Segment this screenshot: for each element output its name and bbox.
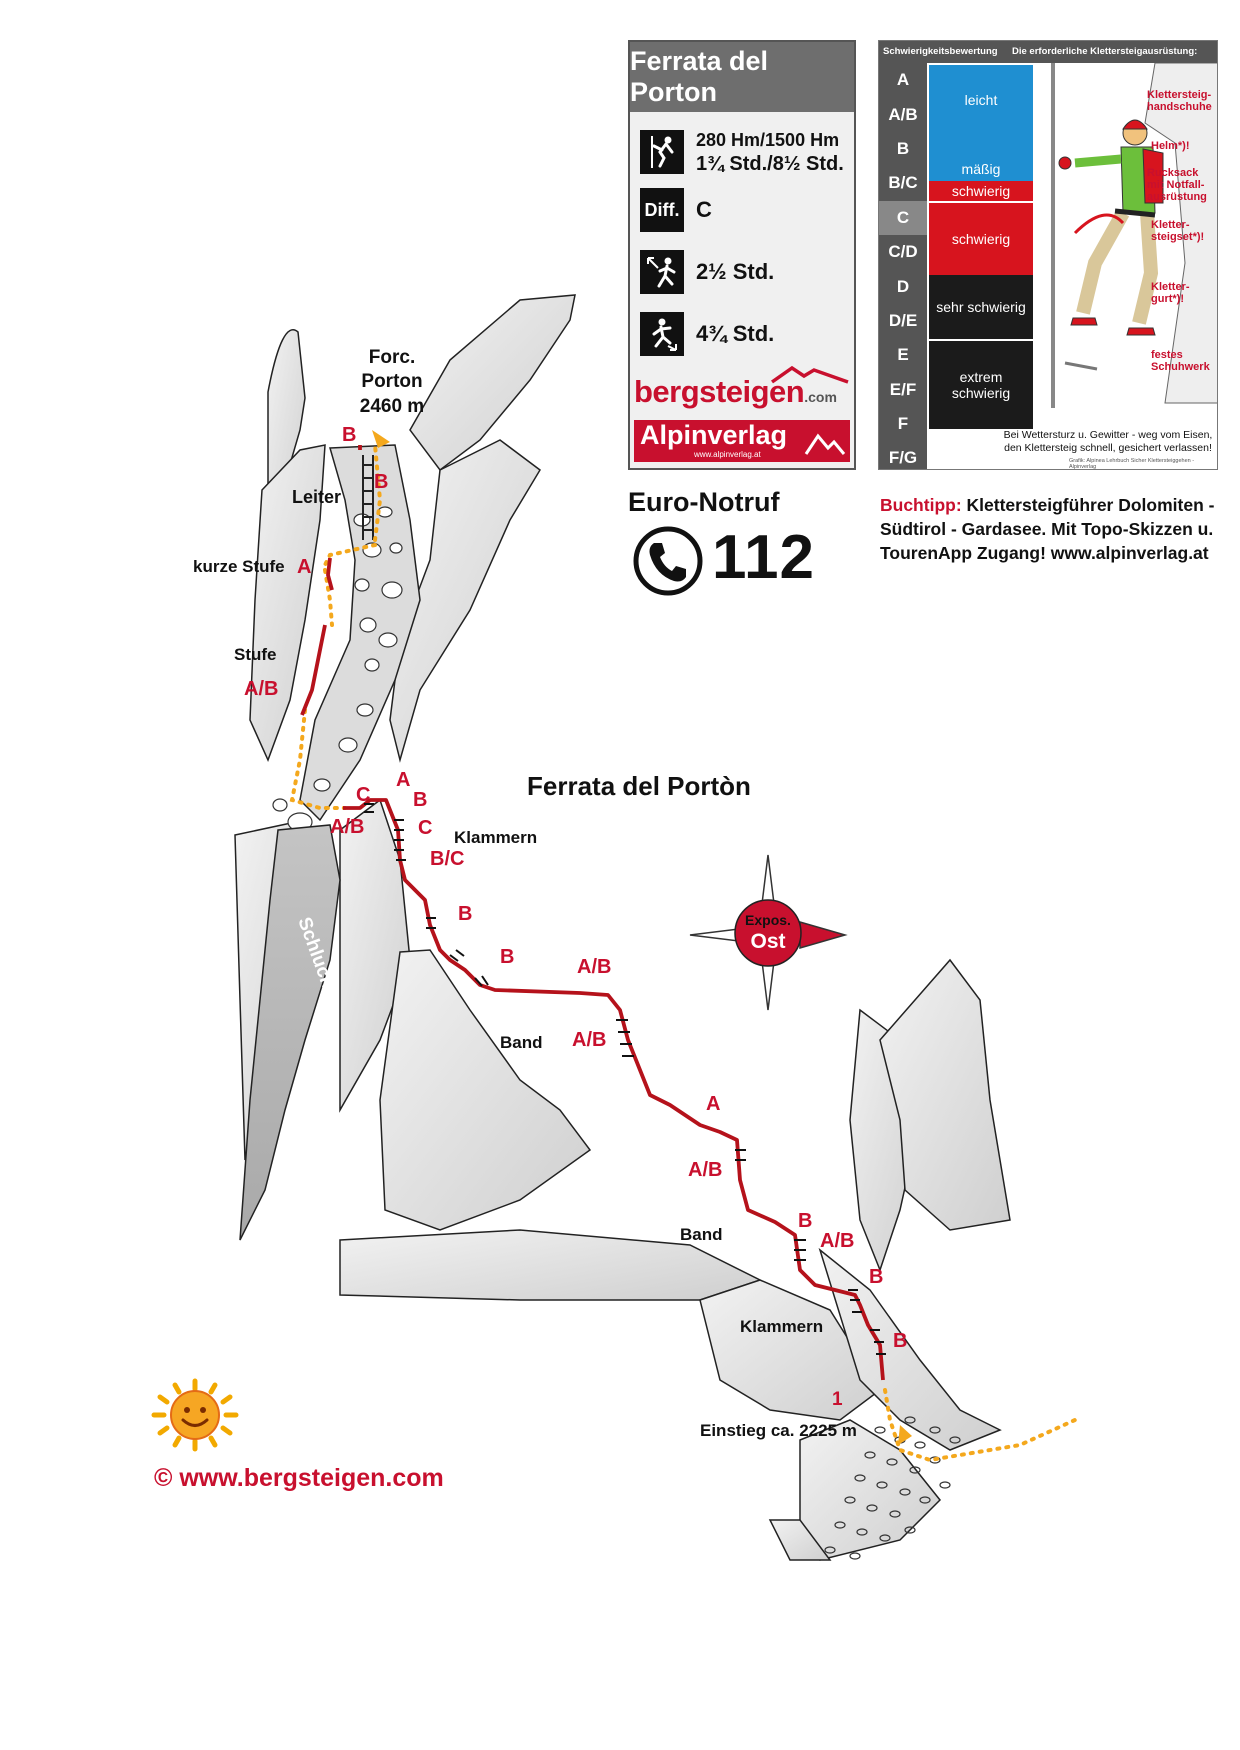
- grade-label: A: [706, 1093, 721, 1115]
- grade-cell: B: [896, 138, 910, 158]
- sun-logo-icon: [140, 1375, 250, 1455]
- grade-label: B: [374, 471, 389, 493]
- book-tip-text: Klettersteigführer Dolomiten - Südtirol - Gardasee. Mit Topo-Skizzen u. TourenApp Zugang! www.alpinverlag.at: [880, 495, 1215, 563]
- info-row-ascent: [640, 250, 774, 294]
- grade-label: B: [798, 1210, 813, 1232]
- copyright-text: © www.bergsteigen.com: [154, 1464, 444, 1492]
- brand-logo: bergsteigen.com: [634, 374, 837, 409]
- compass-exposure-value: Ost: [750, 930, 786, 953]
- band-leicht: leicht: [929, 65, 1033, 135]
- grade-label: A/B: [820, 1230, 855, 1252]
- equipment-backpack: Rucksack mit Notfall-ausrüstung: [1147, 167, 1207, 203]
- start-arrow-icon: [898, 1425, 912, 1445]
- ladder-label: Leiter: [292, 487, 342, 507]
- band-schwierig-2: schwierig: [929, 203, 1033, 275]
- info-row-difficulty: [640, 188, 712, 232]
- grade-cell: E: [897, 345, 909, 365]
- grade-label: B: [893, 1330, 908, 1352]
- graphic-credit: Grafik: Alpinea Lehrbuch Sicher Klettersteiggehen - Alpinverlag: [1069, 458, 1195, 470]
- equipment-ferrata-set: Kletter-steigset*)!: [1151, 219, 1205, 243]
- grade-cell: B/C: [888, 173, 918, 193]
- grade-cell: D/E: [888, 310, 918, 330]
- info-duration: 1¾ Std./8½ Std.: [696, 153, 844, 175]
- difficulty-badge: Diff.: [640, 188, 684, 232]
- grade-label: B: [500, 946, 515, 968]
- grade-label: A: [396, 769, 411, 791]
- grade-label: B: [413, 789, 428, 811]
- scale-header: Schwierigkeitsbewertung: [883, 46, 998, 57]
- emergency-number: 112: [712, 523, 816, 592]
- short-step-label: kurze Stufe: [193, 557, 285, 576]
- weather-warning: Bei Wettersturz u. Gewitter - weg vom Eisen, den Klettersteig schnell, gesichert verlassen!: [1003, 429, 1213, 454]
- grade-cell: F/G: [888, 448, 918, 468]
- grade-label: A/B: [577, 956, 612, 978]
- map-title: Ferrata del Portòn: [527, 771, 751, 801]
- grade-label: A/B: [244, 678, 279, 700]
- equipment-shoes: festes Schuhwerk: [1151, 349, 1210, 373]
- summit-label-1: Forc.: [368, 347, 416, 368]
- route-info-box: [628, 40, 856, 470]
- equipment-helmet: Helm*)!: [1151, 140, 1190, 152]
- grade-label: B: [342, 424, 357, 446]
- info-ascent-time: 2½ Std.: [696, 259, 775, 284]
- info-altitude: 280 Hm/1500 Hm: [696, 130, 840, 150]
- grade-cell: A/B: [888, 104, 918, 124]
- band-maessig: mäßig: [929, 135, 1033, 181]
- info-row-altitude: [640, 128, 844, 176]
- ascent-hiker-icon: [640, 250, 684, 294]
- grade-cell: D: [896, 276, 910, 296]
- grade-cell: C: [879, 201, 927, 235]
- grade-cell: E/F: [889, 379, 917, 399]
- grade-column: [879, 63, 927, 470]
- start-number: 1: [832, 1389, 843, 1410]
- gorge-label: Schlucht: [293, 914, 341, 998]
- info-title: Ferrata del Porton: [630, 42, 854, 112]
- publisher-mountain-icon: [804, 430, 846, 456]
- book-tip: [880, 493, 1220, 565]
- equipment-header: Die erforderliche Klettersteigausrüstung:: [1012, 46, 1198, 57]
- info-descent-time: 4¾ Std.: [696, 321, 775, 346]
- compass-rose: [690, 855, 845, 1010]
- band-extrem-schwierig: extrem schwierig: [929, 341, 1033, 429]
- publisher-logo: Alpinverlag www.alpinverlag.at: [634, 420, 850, 462]
- info-row-descent: [640, 312, 774, 356]
- grade-label: A: [297, 556, 312, 578]
- grade-label: A/B: [330, 816, 365, 838]
- clamps-label-1: Klammern: [454, 828, 538, 847]
- difficulty-scale-panel: [878, 40, 1218, 470]
- band-schwierig-1: schwierig: [929, 181, 1033, 201]
- ledge-label-1: Band: [500, 1033, 543, 1052]
- grade-cell: F: [897, 414, 909, 434]
- grade-cell: A: [896, 70, 910, 90]
- band-sehr-schwierig: sehr schwierig: [929, 275, 1033, 339]
- phone-icon: [632, 525, 704, 597]
- ledge-label-2: Band: [680, 1225, 723, 1244]
- emergency-label: Euro-Notruf: [628, 487, 780, 517]
- grade-label: A/B: [572, 1029, 607, 1051]
- grade-label: B: [458, 903, 473, 925]
- grade-label: B/C: [430, 848, 465, 870]
- start-label: Einstieg ca. 2225 m: [700, 1421, 857, 1440]
- book-tip-label: Buchtipp:: [880, 495, 962, 515]
- equipment-harness: Kletter-gurt*)!: [1151, 281, 1190, 305]
- clamps-label-2: Klammern: [740, 1317, 824, 1336]
- equipment-gloves: Klettersteig-handschuhe: [1147, 89, 1212, 113]
- step-label: Stufe: [234, 645, 277, 664]
- descent-hiker-icon: [640, 312, 684, 356]
- summit-label-2: Porton: [361, 371, 423, 392]
- summit-label-3: 2460 m: [359, 396, 425, 417]
- grade-cell: C/D: [888, 242, 918, 262]
- grade-label: C: [418, 817, 433, 839]
- climber-icon: [640, 130, 684, 174]
- info-difficulty-value: C: [696, 197, 712, 222]
- compass-exposure-label: Expos.: [745, 912, 791, 928]
- grade-label: C: [356, 784, 371, 806]
- grade-label: A/B: [688, 1159, 723, 1181]
- grade-label: B: [869, 1266, 884, 1288]
- climber-equipment-illustration: [1035, 63, 1218, 429]
